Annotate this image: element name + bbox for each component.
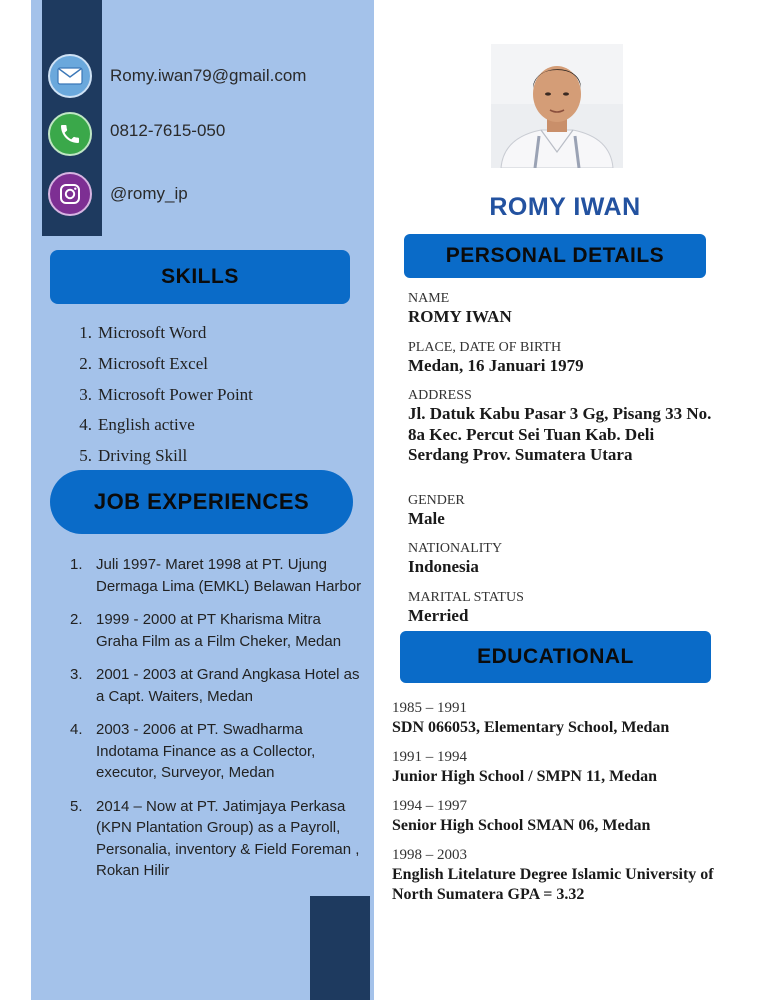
mail-icon: [48, 54, 92, 98]
skill-item: 3. Microsoft Power Point: [79, 384, 253, 404]
job-text: Juli 1997- Maret 1998 at PT. Ujung Dermaga Lima (EMKL) Belawan Harbor: [96, 556, 362, 595]
job-text: 2014 – Now at PT. Jatimjaya Perkasa (KPN Plantation Group) as a Payroll, Personalia, inventory & Field Foreman , Rokan Hilir: [96, 797, 360, 879]
personal-details-header: PERSONAL DETAILS: [404, 234, 706, 278]
job-text: 1999 - 2000 at PT Kharisma Mitra Graha Film as a Film Cheker, Medan: [96, 611, 342, 650]
education-item: 1998 – 2003 English Litelature Degree Islamic University of North Sumatera GPA = 3.32: [392, 847, 714, 903]
skill-item: 2. Microsoft Excel: [79, 354, 208, 374]
contact-phone: 0812-7615-050: [110, 121, 226, 140]
job-item: 3. 2001 - 2003 at Grand Angkasa Hotel as a Capt. Waiters, Medan: [70, 664, 366, 707]
skill-text: English active: [98, 415, 195, 435]
instagram-icon: [48, 172, 92, 216]
field-marital-status: MARITAL STATUS Merried: [408, 589, 524, 625]
job-list: [70, 554, 366, 894]
skill-text: Microsoft Word: [98, 323, 207, 343]
job-text: 2003 - 2006 at PT. Swadharma Indotama Finance as a Collector, executor, Surveyor, Medan: [96, 721, 316, 781]
field-nationality: NATIONALITY Indonesia: [408, 541, 503, 576]
contact-instagram: @romy_ip: [110, 184, 188, 203]
job-item: 4. 2003 - 2006 at PT. Swadharma Indotama Finance as a Collector, executor, Surveyor, Medan: [70, 719, 366, 784]
profile-name: ROMY IWAN: [489, 193, 641, 221]
skill-item: 5. Driving Skill: [79, 446, 188, 466]
education-item: 1994 – 1997 Senior High School SMAN 06, Medan: [392, 798, 651, 834]
job-item: 5. 2014 – Now at PT. Jatimjaya Perkasa (KPN Plantation Group) as a Payroll, Personalia, inventory & Field Foreman , Rokan Hilir: [70, 796, 366, 882]
education-item: 1991 – 1994 Junior High School / SMPN 11, Medan: [392, 749, 658, 785]
job-experiences-header: JOB EXPERIENCES: [50, 470, 353, 534]
job-item: 1. Juli 1997- Maret 1998 at PT. Ujung Dermaga Lima (EMKL) Belawan Harbor: [70, 554, 366, 597]
skill-item: 4. English active: [79, 415, 195, 435]
contact-email: Romy.iwan79@gmail.com: [110, 66, 307, 85]
job-text: 2001 - 2003 at Grand Angkasa Hotel as a Capt. Waiters, Medan: [96, 666, 360, 705]
field-address: ADDRESS Jl. Datuk Kabu Pasar 3 Gg, Pisang 33 No. 8a Kec. Percut Sei Tuan Kab. Deli Serdang Prov. Sumatera Utara: [408, 388, 712, 464]
education-list: [392, 698, 732, 914]
education-item: 1985 – 1991 SDN 066053, Elementary School, Medan: [392, 700, 670, 736]
profile-photo: [491, 44, 623, 168]
job-item: 2. 1999 - 2000 at PT Kharisma Mitra Graha Film as a Film Cheker, Medan: [70, 609, 366, 652]
phone-icon: [48, 112, 92, 156]
educational-header: EDUCATIONAL: [400, 631, 711, 683]
skill-item: 1. Microsoft Word: [79, 323, 207, 343]
skill-text: Microsoft Power Point: [98, 384, 253, 404]
skill-text: Driving Skill: [98, 446, 188, 466]
skills-list: [70, 318, 253, 471]
field-name: NAME ROMY IWAN: [408, 291, 512, 326]
skill-text: Microsoft Excel: [98, 354, 208, 374]
personal-details: [408, 290, 718, 637]
skills-header: SKILLS: [50, 250, 350, 304]
field-birth: PLACE, DATE OF BIRTH Medan, 16 Januari 1979: [408, 339, 584, 375]
field-gender: GENDER Male: [408, 492, 465, 528]
bottom-decor-block: [310, 896, 370, 1000]
